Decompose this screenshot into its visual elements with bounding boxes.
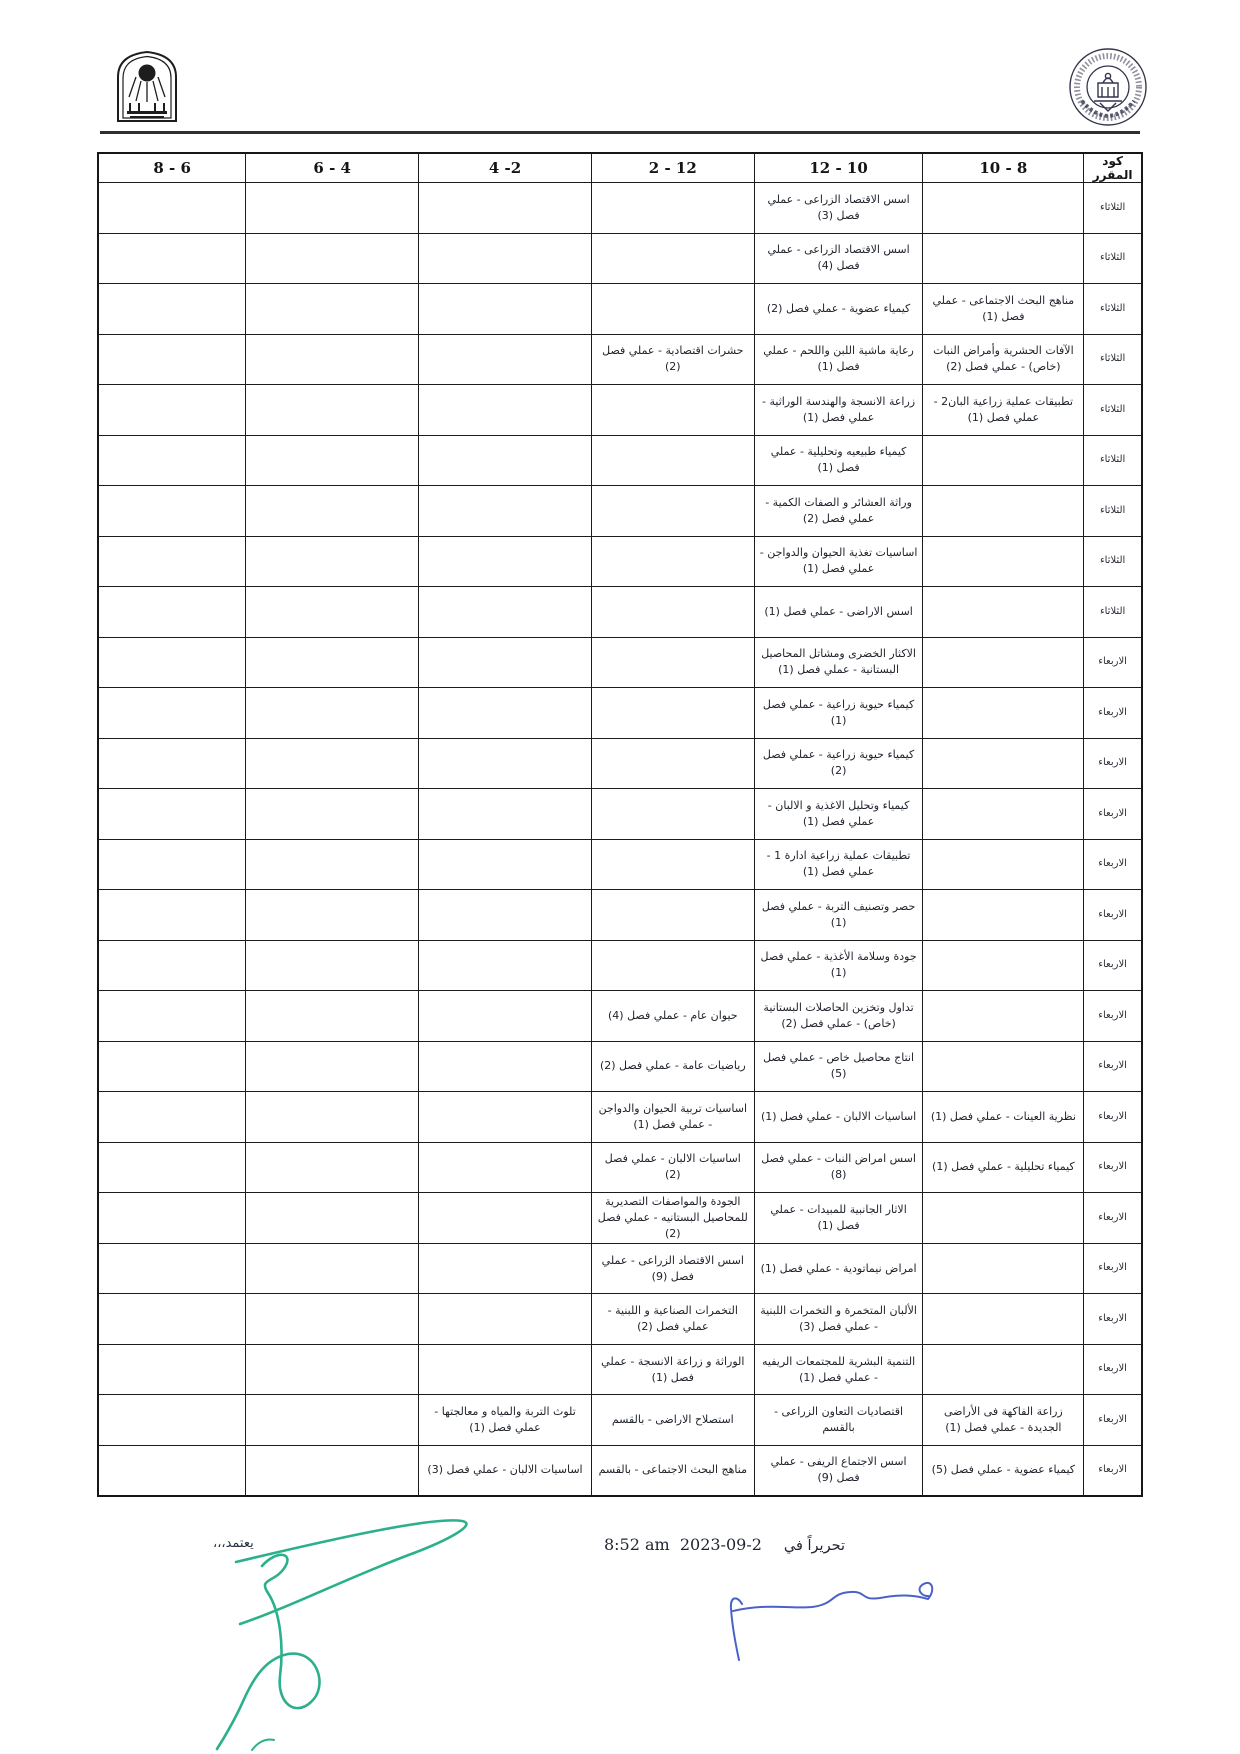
schedule-row (98, 1243, 1142, 1294)
slot-cell-4-2 (419, 183, 592, 234)
schedule-row (98, 486, 1142, 537)
slot-cell-2-12: استصلاح الاراضى - بالقسم (591, 1395, 754, 1446)
slot-cell-4-2 (419, 435, 592, 486)
slot-cell-6-4 (246, 839, 419, 890)
slot-cell-8-6 (98, 789, 246, 840)
column-header-slot-6-8: 8 - 6 (98, 153, 246, 183)
slot-cell-4-2 (419, 233, 592, 284)
slot-cell-10-8 (923, 435, 1084, 486)
slot-cell-6-4 (246, 890, 419, 941)
slot-cell-8-6 (98, 1294, 246, 1345)
slot-cell-10-8: زراعة الفاكهة فى الأراضى الجديدة - عملي فصل (1) (923, 1395, 1084, 1446)
slot-cell-6-4 (246, 1041, 419, 1092)
slot-cell-4-2 (419, 738, 592, 789)
slot-cell-2-12 (591, 486, 754, 537)
slot-cell-4-2 (419, 940, 592, 991)
slot-cell-4-2 (419, 991, 592, 1042)
slot-cell-2-12 (591, 637, 754, 688)
slot-cell-4-2 (419, 1294, 592, 1345)
slot-cell-12-10: انتاج محاصيل خاص - عملي فصل (5) (754, 1041, 923, 1092)
slot-cell-4-2 (419, 1193, 592, 1244)
slot-cell-2-12: اساسيات الالبان - عملي فصل (2) (591, 1142, 754, 1193)
slot-cell-12-10: كيمياء حيوية زراعية - عملي فصل (1) (754, 688, 923, 739)
slot-cell-4-2 (419, 839, 592, 890)
slot-cell-12-10: جودة وسلامة الأغذية - عملي فصل (1) (754, 940, 923, 991)
day-cell: الثلاثاء (1084, 334, 1142, 385)
issued-label: تحريراً في (783, 1538, 845, 1554)
slot-cell-10-8 (923, 738, 1084, 789)
schedule-row (98, 1395, 1142, 1446)
day-cell: الاربعاء (1084, 789, 1142, 840)
slot-cell-10-8 (923, 536, 1084, 587)
slot-cell-10-8: تطبيقات عملية زراعية البان2 - عملي فصل (1) (923, 385, 1084, 436)
slot-cell-4-2 (419, 334, 592, 385)
slot-cell-8-6 (98, 1243, 246, 1294)
schedule-row (98, 890, 1142, 941)
schedule-row (98, 1142, 1142, 1193)
slot-cell-10-8: الآفات الحشرية وأمراض النبات (خاص) - عملي فصل (2) (923, 334, 1084, 385)
slot-cell-12-10: الاكثار الخضرى ومشاتل المحاصيل البستانية - عملي فصل (1) (754, 637, 923, 688)
slot-cell-2-12 (591, 940, 754, 991)
slot-cell-2-12: الجودة والمواصفات التصديرية للمحاصيل البستانيه - عملي فصل (2) (591, 1193, 754, 1244)
slot-cell-8-6 (98, 688, 246, 739)
slot-cell-4-2 (419, 486, 592, 537)
day-cell: الاربعاء (1084, 1142, 1142, 1193)
slot-cell-2-12: التخمرات الصناعية و اللبنية - عملي فصل (2) (591, 1294, 754, 1345)
slot-cell-12-10: تطبيقات عملية زراعية ادارة 1 - عملي فصل (1) (754, 839, 923, 890)
schedule-body (98, 183, 1142, 1496)
day-cell: الاربعاء (1084, 839, 1142, 890)
slot-cell-4-2 (419, 385, 592, 436)
schedule-row (98, 688, 1142, 739)
slot-cell-4-2 (419, 1142, 592, 1193)
slot-cell-8-6 (98, 890, 246, 941)
slot-cell-12-10: اساسيات الالبان - عملي فصل (1) (754, 1092, 923, 1143)
slot-cell-2-12 (591, 587, 754, 638)
slot-cell-8-6 (98, 1344, 246, 1395)
schedule-row (98, 637, 1142, 688)
day-cell: الاربعاء (1084, 1294, 1142, 1345)
slot-cell-4-2: تلوث التربة والمياه و معالجتها - عملي فصل (1) (419, 1395, 592, 1446)
slot-cell-2-12: رياضيات عامة - عملي فصل (2) (591, 1041, 754, 1092)
slot-cell-4-2 (419, 789, 592, 840)
slot-cell-8-6 (98, 637, 246, 688)
slot-cell-2-12 (591, 839, 754, 890)
slot-cell-2-12 (591, 890, 754, 941)
slot-cell-2-12: اسس الاقتصاد الزراعى - عملي فصل (9) (591, 1243, 754, 1294)
slot-cell-8-6 (98, 1142, 246, 1193)
slot-cell-6-4 (246, 688, 419, 739)
secretary-signature-blue (715, 1575, 945, 1670)
slot-cell-12-10: تداول وتخزين الحاصلات البستانية (خاص) - عملي فصل (2) (754, 991, 923, 1042)
schedule-row (98, 1445, 1142, 1496)
slot-cell-12-10: اسس الاقتصاد الزراعى - عملي فصل (4) (754, 233, 923, 284)
approval-label: يعتمد،،، (213, 1536, 254, 1551)
slot-cell-8-6 (98, 839, 246, 890)
slot-cell-8-6 (98, 587, 246, 638)
slot-cell-10-8: مناهج البحث الاجتماعى - عملي فصل (1) (923, 284, 1084, 335)
day-cell: الثلاثاء (1084, 284, 1142, 335)
schedule-row (98, 738, 1142, 789)
slot-cell-10-8 (923, 991, 1084, 1042)
day-cell: الاربعاء (1084, 1445, 1142, 1496)
slot-cell-12-10: كيمياء طبيعيه وتحليلية - عملي فصل (1) (754, 435, 923, 486)
day-cell: الثلاثاء (1084, 536, 1142, 587)
slot-cell-10-8 (923, 637, 1084, 688)
slot-cell-6-4 (246, 385, 419, 436)
schedule-row (98, 183, 1142, 234)
slot-cell-8-6 (98, 1395, 246, 1446)
slot-cell-10-8 (923, 1294, 1084, 1345)
schedule-row (98, 587, 1142, 638)
day-cell: الاربعاء (1084, 738, 1142, 789)
slot-cell-8-6 (98, 1092, 246, 1143)
slot-cell-12-10: كيمياء عضوية - عملي فصل (2) (754, 284, 923, 335)
slot-cell-2-12 (591, 284, 754, 335)
slot-cell-4-2 (419, 1344, 592, 1395)
slot-cell-10-8 (923, 839, 1084, 890)
day-cell: الاربعاء (1084, 688, 1142, 739)
slot-cell-8-6 (98, 1445, 246, 1496)
slot-cell-10-8 (923, 1344, 1084, 1395)
day-cell: الاربعاء (1084, 940, 1142, 991)
slot-cell-10-8: كيمياء عضوية - عملي فصل (5) (923, 1445, 1084, 1496)
day-cell: الاربعاء (1084, 1344, 1142, 1395)
schedule-row (98, 1344, 1142, 1395)
day-cell: الاربعاء (1084, 1243, 1142, 1294)
slot-cell-2-12: حشرات اقتصادية - عملي فصل (2) (591, 334, 754, 385)
faculty-of-agriculture-round-seal-logo (1066, 45, 1150, 129)
slot-cell-12-10: اساسيات تغذية الحيوان والدواجن - عملي فصل (1) (754, 536, 923, 587)
slot-cell-2-12 (591, 789, 754, 840)
slot-cell-6-4 (246, 587, 419, 638)
slot-cell-4-2 (419, 587, 592, 638)
slot-cell-2-12 (591, 688, 754, 739)
slot-cell-6-4 (246, 284, 419, 335)
slot-cell-10-8: كيمياء تحليلية - عملي فصل (1) (923, 1142, 1084, 1193)
schedule-row (98, 536, 1142, 587)
slot-cell-12-10: التنمية البشرية للمجتمعات الريفيه - عملي فصل (1) (754, 1344, 923, 1395)
slot-cell-8-6 (98, 183, 246, 234)
slot-cell-2-12: مناهج البحث الاجتماعى - بالقسم (591, 1445, 754, 1496)
day-cell: الثلاثاء (1084, 233, 1142, 284)
slot-cell-4-2 (419, 1041, 592, 1092)
slot-cell-12-10: رعاية ماشية اللبن واللحم - عملي فصل (1) (754, 334, 923, 385)
schedule-row (98, 991, 1142, 1042)
slot-cell-12-10: اقتصاديات التعاون الزراعى - بالقسم (754, 1395, 923, 1446)
day-cell: الثلاثاء (1084, 587, 1142, 638)
slot-cell-10-8 (923, 1193, 1084, 1244)
slot-cell-10-8 (923, 233, 1084, 284)
slot-cell-12-10: الاثار الجانبية للمبيدات - عملي فصل (1) (754, 1193, 923, 1244)
day-cell: الاربعاء (1084, 1092, 1142, 1143)
schedule-row (98, 1092, 1142, 1143)
slot-cell-4-2 (419, 536, 592, 587)
issued-datetime: 8:52 am 2023-09-2 (603, 1535, 762, 1554)
slot-cell-2-12 (591, 385, 754, 436)
schedule-row (98, 1041, 1142, 1092)
lab-schedule-table (97, 152, 1143, 1497)
day-cell: الاربعاء (1084, 1193, 1142, 1244)
issued-line (555, 1535, 845, 1554)
slot-cell-6-4 (246, 334, 419, 385)
schedule-row (98, 385, 1142, 436)
schedule-row (98, 1294, 1142, 1345)
slot-cell-6-4 (246, 486, 419, 537)
slot-cell-8-6 (98, 738, 246, 789)
day-cell: الاربعاء (1084, 1395, 1142, 1446)
slot-cell-2-12 (591, 536, 754, 587)
slot-cell-4-2: اساسيات الالبان - عملي فصل (3) (419, 1445, 592, 1496)
slot-cell-10-8 (923, 1243, 1084, 1294)
slot-cell-6-4 (246, 637, 419, 688)
slot-cell-12-10: امراض نيماتودية - عملي فصل (1) (754, 1243, 923, 1294)
slot-cell-6-4 (246, 738, 419, 789)
slot-cell-12-10: الألبان المتخمرة و التخمرات اللبنية - عملي فصل (3) (754, 1294, 923, 1345)
slot-cell-10-8 (923, 688, 1084, 739)
schedule-row (98, 839, 1142, 890)
slot-cell-12-10: زراعة الانسجة والهندسة الوراثية - عملي فصل (1) (754, 385, 923, 436)
slot-cell-6-4 (246, 233, 419, 284)
slot-cell-12-10: حصر وتصنيف التربة - عملي فصل (1) (754, 890, 923, 941)
day-cell: الاربعاء (1084, 890, 1142, 941)
slot-cell-10-8 (923, 789, 1084, 840)
day-cell: الثلاثاء (1084, 435, 1142, 486)
schedule-row (98, 940, 1142, 991)
slot-cell-6-4 (246, 1193, 419, 1244)
slot-cell-6-4 (246, 1344, 419, 1395)
slot-cell-6-4 (246, 435, 419, 486)
slot-cell-6-4 (246, 1142, 419, 1193)
slot-cell-8-6 (98, 334, 246, 385)
slot-cell-4-2 (419, 688, 592, 739)
slot-cell-12-10: اسس الاقتصاد الزراعى - عملي فصل (3) (754, 183, 923, 234)
slot-cell-2-12 (591, 738, 754, 789)
slot-cell-6-4 (246, 1092, 419, 1143)
column-header-slot-2-4: 4 -2 (419, 153, 592, 183)
slot-cell-10-8 (923, 890, 1084, 941)
day-cell: الثلاثاء (1084, 183, 1142, 234)
slot-cell-10-8 (923, 1041, 1084, 1092)
schedule-row (98, 789, 1142, 840)
slot-cell-6-4 (246, 991, 419, 1042)
slot-cell-8-6 (98, 486, 246, 537)
schedule-row (98, 233, 1142, 284)
column-header-slot-12-2: 2 - 12 (591, 153, 754, 183)
day-cell: الثلاثاء (1084, 486, 1142, 537)
slot-cell-8-6 (98, 991, 246, 1042)
slot-cell-8-6 (98, 1041, 246, 1092)
slot-cell-8-6 (98, 284, 246, 335)
day-cell: الاربعاء (1084, 1041, 1142, 1092)
slot-cell-10-8: نظرية العينات - عملي فصل (1) (923, 1092, 1084, 1143)
slot-cell-12-10: اسس الاجتماع الريفى - عملي فصل (9) (754, 1445, 923, 1496)
slot-cell-2-12: الوراثة و زراعة الانسجة - عملي فصل (1) (591, 1344, 754, 1395)
slot-cell-4-2 (419, 637, 592, 688)
day-cell: الثلاثاء (1084, 385, 1142, 436)
slot-cell-8-6 (98, 385, 246, 436)
slot-cell-2-12: اساسيات تربية الحيوان والدواجن - عملي فصل (1) (591, 1092, 754, 1143)
slot-cell-2-12 (591, 233, 754, 284)
slot-cell-6-4 (246, 1395, 419, 1446)
column-header-slot-10-12: 12 - 10 (754, 153, 923, 183)
slot-cell-10-8 (923, 486, 1084, 537)
slot-cell-4-2 (419, 1092, 592, 1143)
column-header-slot-8-10: 10 - 8 (923, 153, 1084, 183)
day-cell: الاربعاء (1084, 991, 1142, 1042)
schedule-header (98, 153, 1142, 183)
schedule-header-row (98, 153, 1142, 183)
slot-cell-12-10: اسس الاراضى - عملي فصل (1) (754, 587, 923, 638)
slot-cell-8-6 (98, 1193, 246, 1244)
slot-cell-12-10: اسس امراض النبات - عملي فصل (8) (754, 1142, 923, 1193)
header-divider-rule (100, 131, 1140, 134)
slot-cell-12-10: كيمياء حيوية زراعية - عملي فصل (2) (754, 738, 923, 789)
slot-cell-8-6 (98, 233, 246, 284)
slot-cell-10-8 (923, 940, 1084, 991)
slot-cell-6-4 (246, 940, 419, 991)
schedule-row (98, 435, 1142, 486)
slot-cell-8-6 (98, 940, 246, 991)
slot-cell-4-2 (419, 284, 592, 335)
day-cell: الاربعاء (1084, 637, 1142, 688)
slot-cell-12-10: وراثة العشائر و الصفات الكمية - عملي فصل (2) (754, 486, 923, 537)
slot-cell-2-12: حيوان عام - عملي فصل (4) (591, 991, 754, 1042)
schedule-row (98, 284, 1142, 335)
slot-cell-8-6 (98, 536, 246, 587)
slot-cell-6-4 (246, 183, 419, 234)
slot-cell-10-8 (923, 587, 1084, 638)
slot-cell-2-12 (591, 183, 754, 234)
slot-cell-6-4 (246, 789, 419, 840)
slot-cell-6-4 (246, 1445, 419, 1496)
university-arch-emblem-logo (112, 47, 182, 125)
schedule-row (98, 334, 1142, 385)
slot-cell-6-4 (246, 536, 419, 587)
slot-cell-10-8 (923, 183, 1084, 234)
column-header-slot-4-6: 6 - 4 (246, 153, 419, 183)
slot-cell-6-4 (246, 1294, 419, 1345)
slot-cell-2-12 (591, 435, 754, 486)
slot-cell-4-2 (419, 1243, 592, 1294)
schedule-row (98, 1193, 1142, 1244)
slot-cell-4-2 (419, 890, 592, 941)
slot-cell-6-4 (246, 1243, 419, 1294)
column-header-course-code: كود المقرر (1084, 153, 1142, 183)
slot-cell-8-6 (98, 435, 246, 486)
slot-cell-12-10: كيمياء وتحليل الاغذية و الالبان - عملي فصل (1) (754, 789, 923, 840)
